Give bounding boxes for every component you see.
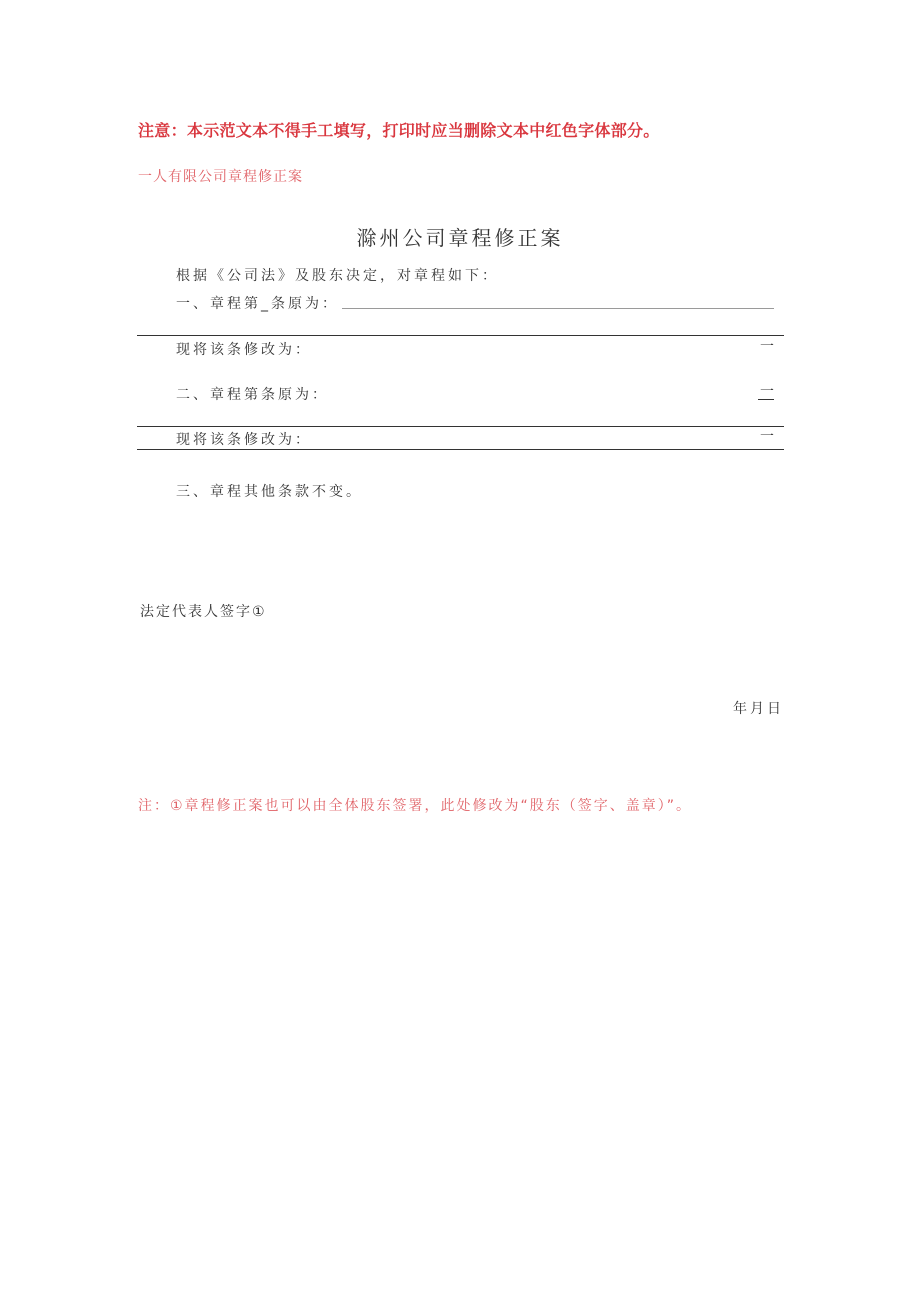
item1-original-label: 一、章程第_条原为：: [176, 296, 339, 312]
item2-bottom-line: [137, 449, 784, 450]
item2-modified-label: 现将该条修改为：: [176, 432, 312, 448]
item2-original-label: 二、章程第条原为：: [176, 387, 329, 403]
item1-divider-line: [137, 335, 784, 336]
item1-original-blank-line: [342, 308, 774, 309]
item2-original-dash: 一: [760, 384, 774, 400]
document-title: 滁州公司章程修正案: [356, 226, 564, 250]
date-label: 年月日: [733, 701, 784, 717]
item1-modified-label: 现将该条修改为：: [176, 342, 312, 358]
item1-modified-dash: 一: [760, 339, 774, 355]
item2-original-underline: [758, 399, 774, 400]
item2-modified-dash: 一: [760, 429, 774, 445]
intro-text: 根据《公司法》及股东决定，对章程如下：: [176, 268, 499, 284]
document-subtitle: 一人有限公司章程修正案: [138, 169, 303, 185]
signature-label: 法定代表人签字①: [140, 604, 267, 620]
footnote-text: 注：①章程修正案也可以由全体股东签署，此处修改为“股东（签字、盖章）”。: [138, 798, 693, 814]
item2-divider-line: [137, 426, 784, 427]
notice-text: 注意：本示范文本不得手工填写，打印时应当删除文本中红色字体部分。: [138, 121, 660, 140]
item3-text: 三、章程其他条款不变。: [176, 484, 363, 500]
